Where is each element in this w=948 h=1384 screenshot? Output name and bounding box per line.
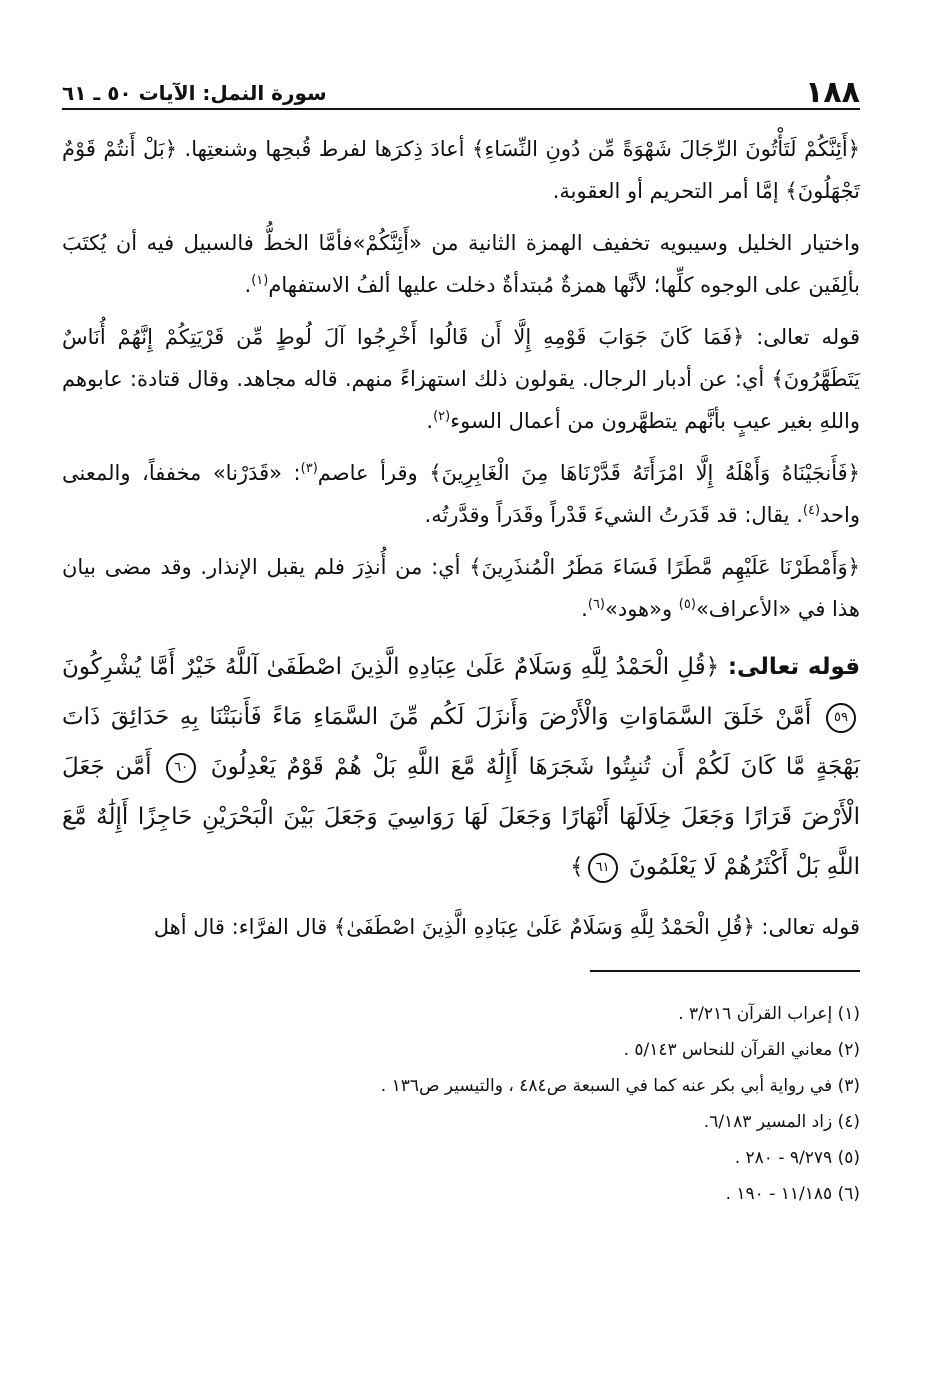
- ayah-number-59: ٥٩: [826, 703, 856, 733]
- footnote-ref[interactable]: (١): [251, 273, 269, 288]
- commentary-text: .: [426, 409, 434, 433]
- footnote-6: (٦) ١١/١٨٥ - ١٩٠ .: [725, 1184, 860, 1204]
- paragraph-4: [62, 452, 860, 536]
- footnote-ref[interactable]: (٢): [433, 409, 451, 424]
- footnote-3: (٣) في رواية أبي بكر عنه كما في السبعة ص٤٨٤ ، والتيسير ص١٣٦ .: [380, 1076, 860, 1096]
- main-text: [62, 128, 860, 948]
- commentary-text: وقرأ عاصم: [317, 461, 430, 485]
- verse-59: ﴿قُلِ الْحَمْدُ لِلَّهِ وَسَلَامٌ عَلَىٰ عِبَادِهِ الَّذِينَ اصْطَفَىٰ آللَّهُ خَيْرٌ أَمَّا يُشْرِكُونَ: [62, 654, 720, 680]
- ayah-number-60: ٦٠: [166, 753, 196, 783]
- paragraph-6: [62, 906, 860, 948]
- chapter-title: سورة النمل: الآيات ٥٠ ـ ٦١: [62, 81, 327, 105]
- verses-lead: قوله تعالى:: [719, 654, 860, 680]
- commentary-text: إمَّا أمر التحريم أو العقوبة.: [552, 179, 786, 203]
- footnote-4: (٤) زاد المسير ٦/١٨٣.: [703, 1112, 860, 1132]
- quran-quote: ﴿فَأَنجَيْنَاهُ وَأَهْلَهُ إِلَّا امْرَأَتَهُ قَدَّرْنَاهَا مِنَ الْغَابِرِينَ﴾: [429, 461, 860, 485]
- commentary-text: .: [581, 597, 588, 621]
- commentary-text: أي: عن أدبار الرجال. يقولون ذلك استهزاءً منهم. قاله مجاهد. وقال قتادة: عابوهم واللهِ بغير عيبٍ بأنَّهم يتطهَّرون من أعمال السوء: [62, 367, 860, 433]
- verse-61: أَمَّن جَعَلَ الْأَرْضَ قَرَارًا وَجَعَلَ خِلَالَهَا أَنْهَارًا وَجَعَلَ لَهَا رَوَاسِيَ وَجَعَلَ بَيْنَ الْبَحْرَيْنِ حَاجِزًا أَإِلَٰهٌ مَّعَ اللَّهِ بَلْ أَكْثَرُهُمْ لَا يَعْلَمُونَ: [62, 754, 860, 880]
- verse-close-bracket: ﴾: [570, 854, 584, 880]
- commentary-text: قوله تعالى:: [744, 325, 860, 349]
- footnote-divider: [590, 970, 860, 972]
- commentary-text: . يقال: قد قَدَرتُ الشيءَ قَدْراً وقَدَراً وقدَّرتُه.: [424, 503, 803, 527]
- ayah-number-61: ٦١: [588, 853, 618, 883]
- paragraph-1: [62, 128, 860, 212]
- footnote-ref[interactable]: (٤): [802, 503, 821, 518]
- running-head: [62, 60, 860, 110]
- paragraph-5: [62, 546, 860, 630]
- footnote-1: (١) إعراب القرآن ٣/٢١٦ .: [678, 1004, 860, 1024]
- commentary-text: أي: من أُنذِرَ فلم يقبل الإنذار. وقد مضى بيان هذا في «الأعراف»: [62, 555, 860, 621]
- footnote-2: (٢) معاني القرآن للنحاس ٥/١٤٣ .: [623, 1040, 860, 1060]
- commentary-text: أعادَ ذِكرَها لفرط قُبحِها وشنعتِها.: [177, 137, 473, 161]
- commentary-text: واختيار الخليل وسيبويه تخفيف الهمزة الثانية من «أَئِنَّكُمْ»فأمَّا الخطُّ فالسبيل فيه أن يُكتَبَ بألِفَين على الوجوه كلِّها؛ لأنَّها همزةٌ مُبتدأةٌ دخلت عليها ألفُ الاستفهام: [62, 231, 860, 297]
- paragraph-2: [62, 222, 860, 306]
- paragraph-3: [62, 316, 860, 442]
- book-page: [62, 60, 860, 1344]
- footnotes: [62, 996, 860, 1212]
- quran-quote: ﴿وَأَمْطَرْنَا عَلَيْهِم مَّطَرًا فَسَاءَ مَطَرُ الْمُنذَرِينَ﴾: [469, 555, 860, 579]
- quran-quote: ﴿بَلْ أَنتُمْ قَوْمٌ تَجْهَلُونَ﴾: [62, 137, 860, 203]
- page-number: ١٨٨: [805, 75, 860, 110]
- quran-quote: ﴿قُلِ الْحَمْدُ لِلَّهِ وَسَلَامٌ عَلَىٰ عِبَادِهِ الَّذِينَ اصْطَفَىٰ﴾: [333, 915, 755, 939]
- commentary-text: و«هود»: [605, 597, 679, 621]
- footnote-ref[interactable]: (٥): [678, 597, 696, 612]
- commentary-text: .: [244, 273, 252, 297]
- footnote-ref[interactable]: (٣): [300, 461, 318, 476]
- commentary-text: قال الفرَّاء: قال أهل: [153, 915, 334, 939]
- footnote-ref[interactable]: (٦): [587, 597, 605, 612]
- quran-verses-block: [62, 642, 860, 892]
- quran-quote: ﴿فَمَا كَانَ جَوَابَ قَوْمِهِ إِلَّا أَن قَالُوا أَخْرِجُوا آلَ لُوطٍ مِّن قَرْيَتِكُمْ إِنَّهُمْ أُنَاسٌ يَتَطَهَّرُونَ﴾: [62, 325, 860, 391]
- quran-quote: ﴿أَئِنَّكُمْ لَتَأْتُونَ الرِّجَالَ شَهْوَةً مِّن دُونِ النِّسَاءِ﴾: [472, 137, 860, 161]
- commentary-text: : «قَدَرْنا» مخففاً، والمعنى واحد: [62, 461, 860, 527]
- footnote-5: (٥) ٩/٢٧٩ - ٢٨٠ .: [734, 1148, 860, 1168]
- verse-60: أَمَّنْ خَلَقَ السَّمَاوَاتِ وَالْأَرْضَ وَأَنزَلَ لَكُم مِّنَ السَّمَاءِ مَاءً فَأَنبَتْنَا بِهِ حَدَائِقَ ذَاتَ بَهْجَةٍ مَّا كَانَ لَكُمْ أَن تُنبِتُوا شَجَرَهَا أَإِلَٰهٌ مَّعَ اللَّهِ بَلْ هُمْ قَوْمٌ يَعْدِلُونَ: [62, 704, 860, 780]
- commentary-text: قوله تعالى:: [754, 915, 860, 939]
